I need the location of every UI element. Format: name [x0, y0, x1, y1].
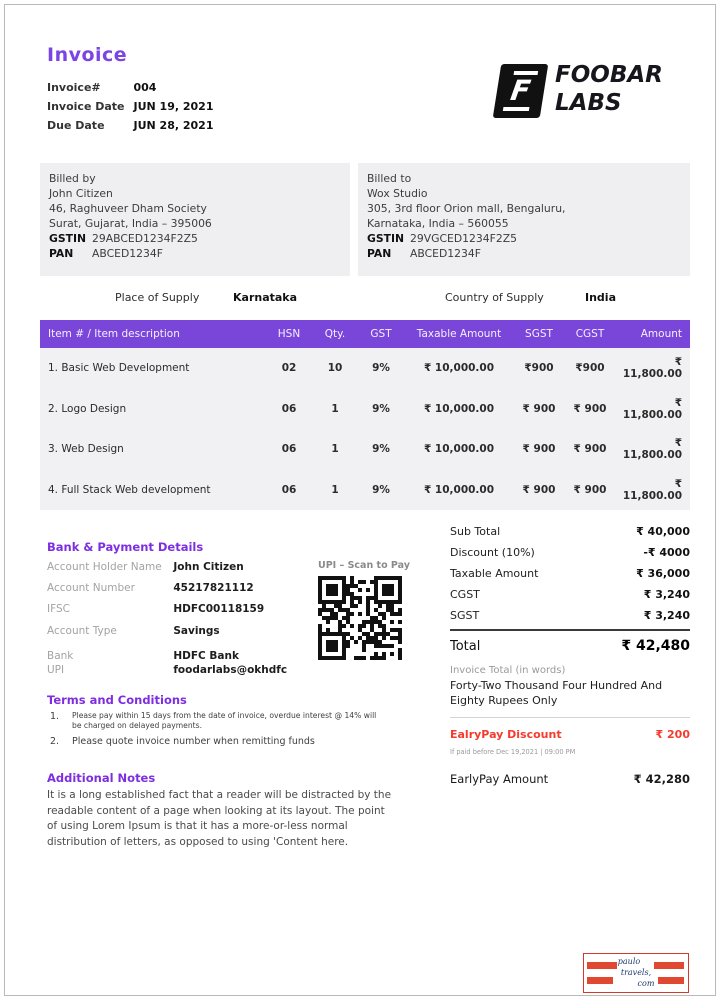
- terms-heading: Terms and Conditions: [47, 693, 187, 707]
- terms-item-1-number: 1.: [50, 711, 60, 722]
- billed-to-address-2: Karnataka, India – 560055: [367, 217, 509, 230]
- billed-by-box: [40, 163, 350, 276]
- earlypay-divider: [450, 717, 690, 718]
- upi-scan-caption: UPI – Scan to Pay: [318, 560, 410, 571]
- item-description: 4. Full Stack Web development: [48, 483, 211, 496]
- summary-row-sgst: [450, 605, 690, 626]
- sgst-value: ₹ 3,240: [643, 609, 690, 622]
- discount-value: -₹ 4000: [643, 546, 690, 559]
- item-cgst: ₹ 900: [573, 443, 607, 456]
- item-gst: 9%: [372, 483, 390, 496]
- billed-by-gstin-value: 29ABCED1234F2Z5: [92, 232, 198, 245]
- logo-bar-bottom: [503, 107, 530, 111]
- country-of-supply-value: India: [585, 291, 616, 304]
- table-row: [40, 429, 690, 470]
- bank-name-label: Bank: [47, 650, 74, 662]
- item-sgst: ₹ 900: [522, 402, 556, 415]
- item-hsn: 06: [281, 443, 297, 456]
- item-qty: 10: [327, 362, 343, 375]
- billed-to-address-1: 305, 3rd floor Orion mall, Bengaluru,: [367, 202, 566, 215]
- earlypay-amount-label: EarlyPay Amount: [450, 772, 549, 786]
- col-item-description: Item # / Item description: [48, 328, 180, 340]
- watermark-line-1: paulo: [617, 957, 641, 966]
- invoice-number-label: Invoice#: [47, 81, 101, 94]
- col-qty: Qty.: [324, 328, 346, 340]
- total-label: Total: [450, 638, 481, 654]
- watermark-line-2: travels,: [620, 968, 652, 977]
- billed-by-gstin-row: [49, 231, 350, 246]
- billed-by-address-1: 46, Raghuveer Dham Society: [49, 202, 207, 215]
- bank-row-ifsc: [47, 603, 264, 618]
- item-description: 3. Web Design: [48, 443, 124, 456]
- logo-word-1: FOOBAR: [555, 62, 663, 88]
- total-in-words-label: Invoice Total (in words): [450, 665, 566, 676]
- earlypay-amount-value: ₹ 42,280: [633, 772, 690, 786]
- account-type-value: Savings: [173, 625, 220, 637]
- billed-to-pan-label: PAN: [367, 247, 392, 260]
- col-gst: GST: [370, 328, 392, 340]
- additional-notes-text: It is a long established fact that a reader will be distracted by the readable content of a page when looking at its layout. The point of using Lorem Ipsum is that it has a more-or-less normal distribution of letters, as opposed to using 'Content here.: [47, 789, 392, 848]
- total-in-words-value: Forty-Two Thousand Four Hundred And Eighty Rupees Only: [450, 679, 663, 707]
- earlypay-deadline-note: If paid before Dec 19,2021 | 09:00 PM: [450, 748, 576, 756]
- earlypay-discount-row: [450, 728, 690, 741]
- cgst-value: ₹ 3,240: [643, 588, 690, 601]
- subtotal-label: Sub Total: [450, 525, 501, 538]
- item-qty: 1: [331, 443, 339, 456]
- bank-details-heading: Bank & Payment Details: [47, 540, 204, 554]
- bank-row-account-type: [47, 625, 220, 640]
- item-hsn: 06: [281, 402, 297, 415]
- summary-row-cgst: [450, 584, 690, 605]
- billed-by-heading: Billed by: [49, 172, 96, 185]
- item-taxable: ₹ 10,000.00: [423, 443, 495, 456]
- item-amount: ₹ 11,800.00: [622, 396, 682, 421]
- terms-item-1-text: Please pay within 15 days from the date of invoice, overdue interest @ 14% will be charged on delayed payments.: [72, 711, 377, 730]
- upi-value: foodarlabs@okhdfc: [173, 664, 288, 676]
- totals-summary: [450, 521, 690, 626]
- upi-label: UPI: [47, 664, 65, 676]
- item-cgst: ₹900: [575, 362, 605, 375]
- bank-row-upi: [47, 664, 287, 679]
- supply-row: [0, 291, 720, 307]
- place-of-supply-value: Karnataka: [233, 291, 298, 304]
- item-gst: 9%: [372, 402, 390, 415]
- summary-row-taxable: [450, 563, 690, 584]
- earlypay-discount-label: EalryPay Discount: [450, 728, 562, 741]
- logo-letter: F: [508, 74, 533, 107]
- ifsc-label: IFSC: [47, 603, 70, 615]
- billed-to-pan-value: ABCED1234F: [410, 247, 481, 260]
- ifsc-value: HDFC00118159: [173, 603, 265, 615]
- col-cgst: CGST: [575, 328, 605, 340]
- billed-to-pan-row: [367, 246, 690, 261]
- item-cgst: ₹ 900: [573, 483, 607, 496]
- item-qty: 1: [331, 402, 339, 415]
- taxable-value: ₹ 36,000: [636, 567, 690, 580]
- account-number-value: 45217821112: [173, 582, 254, 594]
- bank-row-account-number: [47, 582, 254, 597]
- summary-row-discount: [450, 542, 690, 563]
- item-sgst: ₹900: [524, 362, 554, 375]
- items-table-header: [40, 320, 690, 348]
- watermark-text: [584, 956, 688, 989]
- billed-to-heading: Billed to: [367, 172, 412, 185]
- billed-by-pan-row: [49, 246, 350, 261]
- subtotal-value: ₹ 40,000: [636, 525, 690, 538]
- earlypay-discount-value: ₹ 200: [655, 728, 690, 741]
- item-hsn: 06: [281, 483, 297, 496]
- additional-notes-heading: Additional Notes: [47, 771, 156, 785]
- invoice-number-row: [47, 81, 214, 100]
- item-amount: ₹ 11,800.00: [622, 437, 682, 462]
- invoice-meta: [47, 81, 214, 138]
- logo-f-icon: [493, 64, 549, 118]
- col-amount: Amount: [640, 328, 682, 340]
- logo-wordmark: [555, 61, 663, 117]
- due-date-value: JUN 28, 2021: [133, 119, 214, 132]
- cgst-label: CGST: [450, 588, 480, 601]
- col-sgst: SGST: [525, 328, 553, 340]
- billed-by-gstin-label: GSTIN: [49, 232, 87, 245]
- bank-row-account-holder: [47, 561, 244, 576]
- invoice-date-label: Invoice Date: [47, 100, 125, 113]
- watermark-line-3: com: [637, 979, 655, 988]
- due-date-row: [47, 119, 214, 138]
- bank-name-value: HDFC Bank: [173, 650, 239, 662]
- taxable-label: Taxable Amount: [450, 567, 539, 580]
- item-amount: ₹ 11,800.00: [622, 356, 682, 381]
- account-holder-label: Account Holder Name: [47, 561, 162, 573]
- paulo-travels-watermark: [583, 953, 689, 993]
- item-hsn: 02: [281, 362, 297, 375]
- billed-by-pan-label: PAN: [49, 247, 74, 260]
- summary-row-subtotal: [450, 521, 690, 542]
- item-sgst: ₹ 900: [522, 483, 556, 496]
- table-row: [40, 389, 690, 430]
- due-date-label: Due Date: [47, 119, 105, 132]
- page-title: Invoice: [47, 44, 128, 66]
- items-table-body: [40, 348, 690, 510]
- account-number-label: Account Number: [47, 582, 135, 594]
- sgst-label: SGST: [450, 609, 480, 622]
- discount-label: Discount (10%): [450, 546, 535, 559]
- logo-word-2: LABS: [555, 90, 622, 116]
- col-hsn: HSN: [277, 328, 301, 340]
- total-row: [450, 629, 690, 654]
- item-qty: 1: [331, 483, 339, 496]
- account-type-label: Account Type: [47, 625, 117, 637]
- item-sgst: ₹ 900: [522, 443, 556, 456]
- billed-by-pan-value: ABCED1234F: [92, 247, 163, 260]
- place-of-supply-label: Place of Supply: [115, 291, 200, 304]
- item-taxable: ₹ 10,000.00: [423, 483, 495, 496]
- item-gst: 9%: [372, 443, 390, 456]
- bank-row-bank: [47, 650, 239, 665]
- item-description: 1. Basic Web Development: [48, 362, 190, 375]
- item-gst: 9%: [372, 362, 390, 375]
- invoice-date-row: [47, 100, 214, 119]
- billed-to-gstin-value: 29VGCED1234F2Z5: [410, 232, 517, 245]
- invoice-date-value: JUN 19, 2021: [133, 100, 214, 113]
- billed-to-gstin-label: GSTIN: [367, 232, 405, 245]
- item-taxable: ₹ 10,000.00: [423, 402, 495, 415]
- item-cgst: ₹ 900: [573, 402, 607, 415]
- account-holder-value: John Citizen: [173, 561, 244, 573]
- item-amount: ₹ 11,800.00: [622, 477, 682, 502]
- item-description: 2. Logo Design: [48, 402, 127, 415]
- billed-by-address-2: Surat, Gujarat, India – 395006: [49, 217, 212, 230]
- invoice-number-value: 004: [133, 81, 157, 94]
- terms-item-2-number: 2.: [50, 736, 60, 747]
- country-of-supply-label: Country of Supply: [445, 291, 544, 304]
- table-row: [40, 348, 690, 389]
- col-taxable-amount: Taxable Amount: [416, 328, 502, 340]
- table-row: [40, 470, 690, 511]
- billed-to-name: Wox Studio: [367, 187, 428, 200]
- total-value: ₹ 42,480: [621, 638, 690, 654]
- billed-by-name: John Citizen: [49, 187, 113, 200]
- billed-to-box: [358, 163, 690, 276]
- terms-item-2-text: Please quote invoice number when remitting funds: [72, 736, 315, 747]
- billed-to-gstin-row: [367, 231, 690, 246]
- earlypay-amount-row: [450, 772, 690, 786]
- upi-qr-code: [318, 576, 402, 660]
- item-taxable: ₹ 10,000.00: [423, 362, 495, 375]
